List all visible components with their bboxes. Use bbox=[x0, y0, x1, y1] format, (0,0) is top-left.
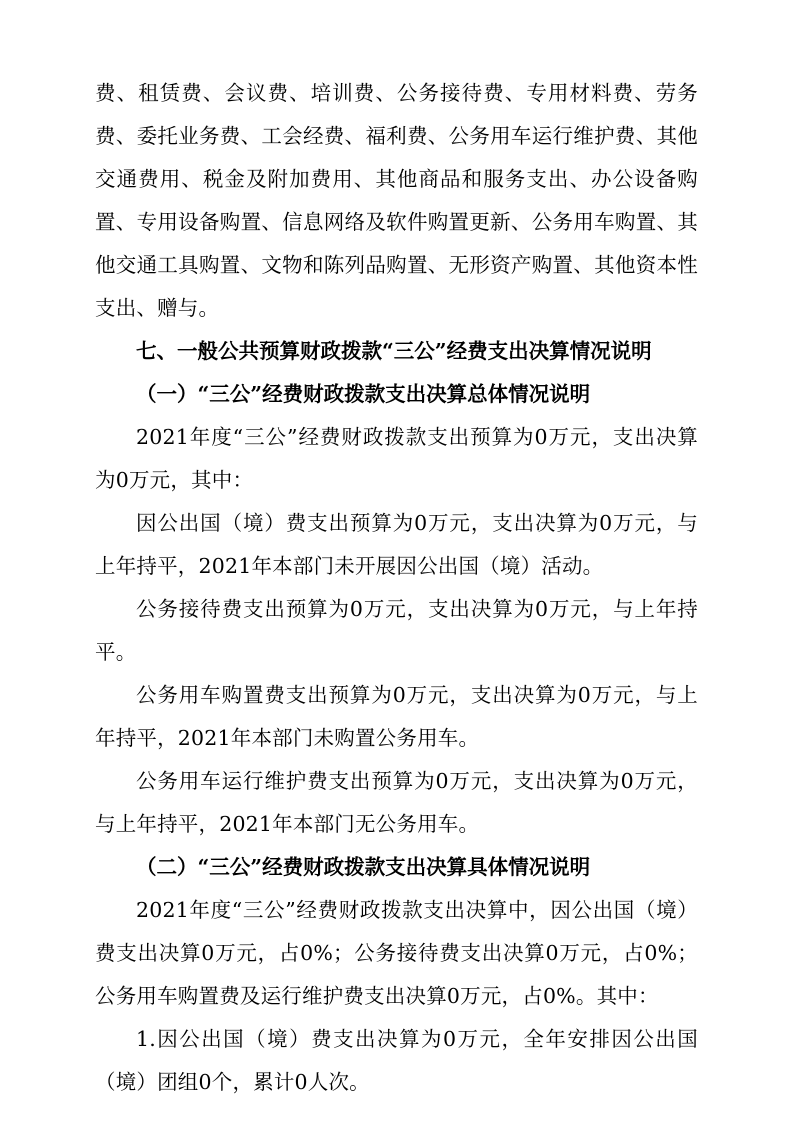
section-heading-seven: 七、一般公共预算财政拨款“三公”经费支出决算情况说明 bbox=[136, 339, 652, 363]
subsection-heading-one: （一）“三公”经费财政拨款支出决算总体情况说明 bbox=[136, 382, 591, 406]
document-body bbox=[95, 72, 698, 1104]
paragraph-vehicle-maintenance: 公务用车运行维护费支出预算为0万元，支出决算为0万元，与上年持平，2021年本部门无公务用车。 bbox=[95, 769, 698, 836]
paragraph-overall-total: 2021年度“三公”经费财政拨款支出预算为0万元，支出决算为0万元，其中： bbox=[95, 425, 698, 492]
paragraph-item-1-overseas: 1.因公出国（境）费支出决算为0万元，全年安排因公出国（境）团组0个，累计0人次。 bbox=[95, 1027, 698, 1094]
paragraph-expense-categories: 费、租赁费、会议费、培训费、公务接待费、专用材料费、劳务费、委托业务费、工会经费、福利费、公务用车运行维护费、其他交通费用、税金及附加费用、其他商品和服务支出、办公设备购置、专用设备购置、信息网络及软件购置更新、公务用车购置、其他交通工具购置、文物和陈列品购置、无形资产购置、其他资本性支出、赠与。 bbox=[95, 81, 698, 320]
paragraph-vehicle-purchase: 公务用车购置费支出预算为0万元，支出决算为0万元，与上年持平，2021年本部门未购置公务用车。 bbox=[95, 683, 698, 750]
subsection-heading-two: （二）“三公”经费财政拨款支出决算具体情况说明 bbox=[136, 855, 591, 879]
paragraph-overseas-travel: 因公出国（境）费支出预算为0万元，支出决算为0万元，与上年持平，2021年本部门未开展因公出国（境）活动。 bbox=[95, 511, 698, 578]
paragraph-official-reception: 公务接待费支出预算为0万元，支出决算为0万元，与上年持平。 bbox=[95, 597, 698, 664]
paragraph-specific-breakdown: 2021年度“三公”经费财政拨款支出决算中，因公出国（境）费支出决算0万元，占0%；公务接待费支出决算0万元，占0%；公务用车购置费及运行维护费支出决算0万元，占0%。其中： bbox=[95, 898, 698, 1008]
